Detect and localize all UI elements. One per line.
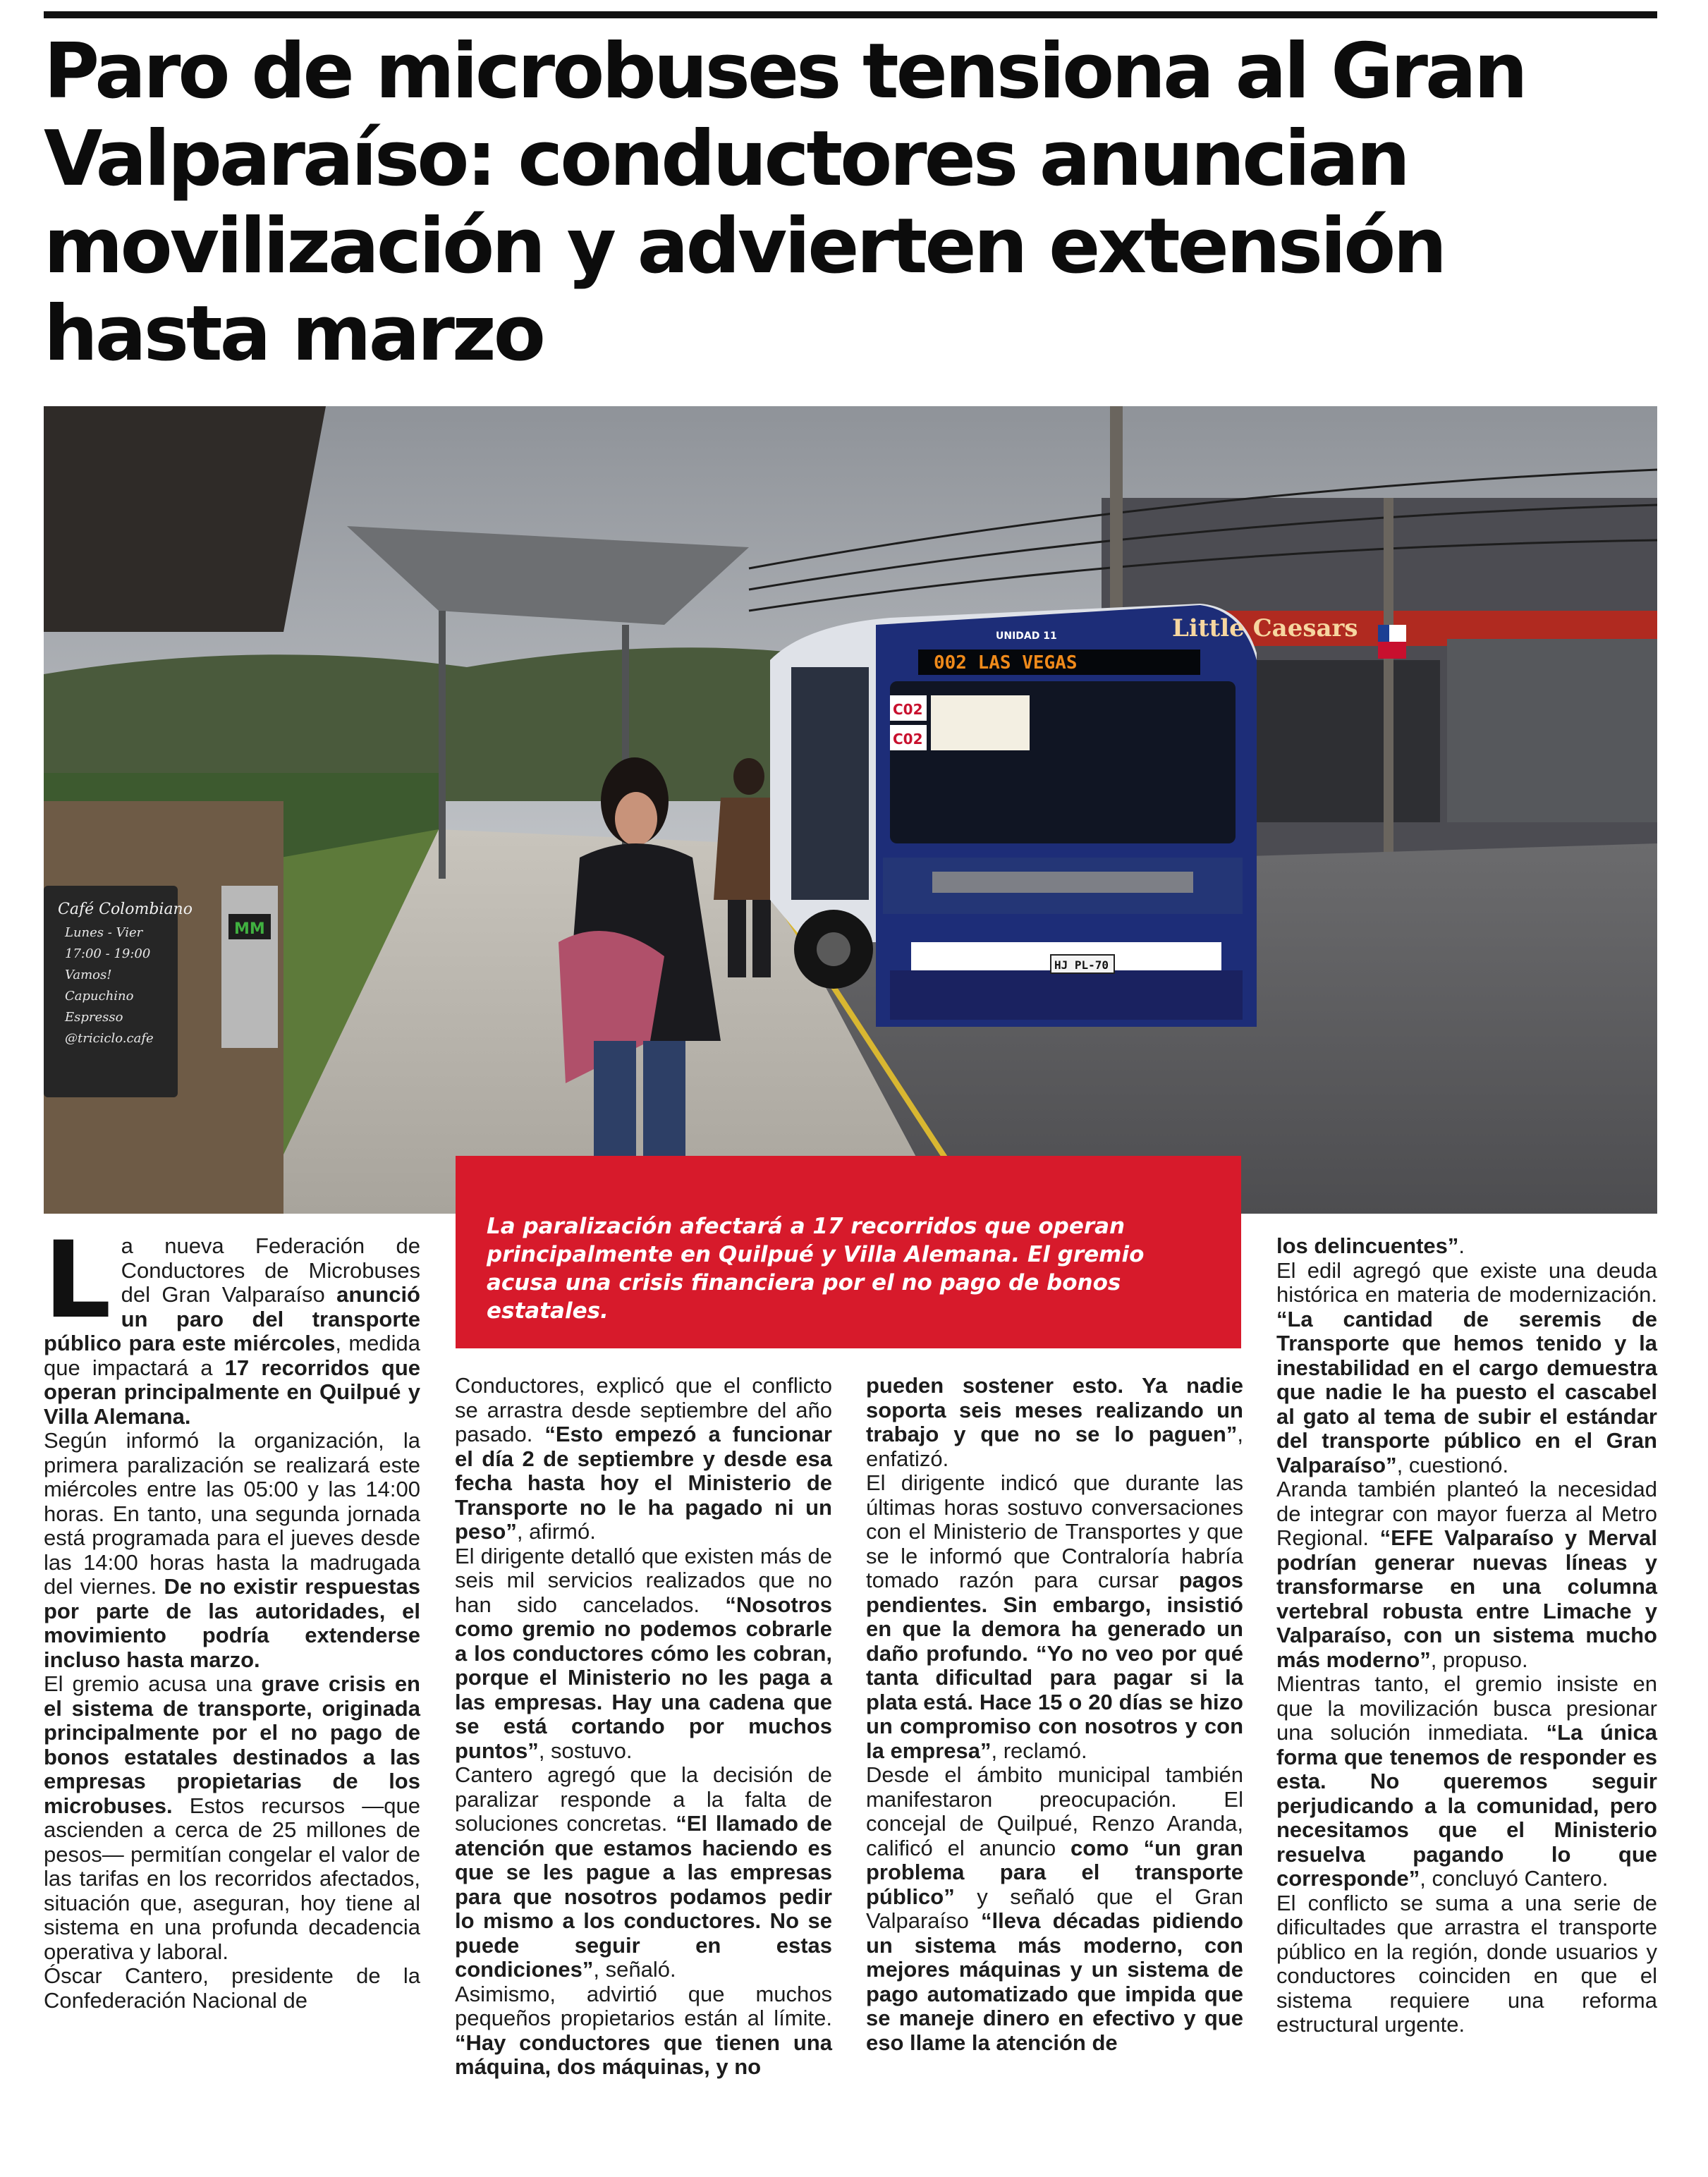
bold-text-run: “EFE Valparaíso y Merval podrían generar nuevas líneas y transformarse en una columna vertebral robusta entre Limache y Valparaíso, con un sistema mucho más moderno” — [1276, 1525, 1658, 1672]
bold-text-run: “lleva décadas pidiendo un sistema más moderno, con mejores máquinas y un sistema de pago automatizado que impida que se maneje dinero en efectivo y que eso llame la atención de — [866, 1908, 1243, 2055]
bus-illustration — [770, 604, 1257, 1027]
cafe-sign-line: @triciclo.cafe — [65, 1031, 154, 1046]
text-run: a nueva Federación de Conductores de Microbuses del Gran Valparaíso — [121, 1233, 420, 1307]
text-run: y señaló que el Gran Valparaíso — [866, 1884, 1243, 1933]
text-run: El dirigente indicó que durante las últimas horas sostuvo conversaciones con el Ministerio de Transportes y que se le informó que Contraloría habría tomado razón para cursar — [866, 1470, 1243, 1592]
paragraph — [1276, 1259, 1657, 1478]
paragraph — [866, 1763, 1243, 2055]
bus-plate: HJ PL-70 — [1054, 958, 1109, 972]
bold-text-run: “La cantidad de seremis de Transporte que hemos tenido y la inestabilidad en el cargo demuestra que nadie le ha puesto el cascabel al gato al tema de subir el estándar del transporte público en el Gran Valparaíso” — [1276, 1306, 1657, 1477]
text-run: , cuestionó. — [1396, 1452, 1509, 1477]
photo-caption-box — [456, 1156, 1241, 1348]
cafe-sign-line: Lunes - Vier — [65, 925, 143, 940]
paragraph — [455, 1763, 832, 1982]
cafe-sign-title: Café Colombiano — [58, 901, 193, 918]
article-column-4 — [1276, 1234, 1657, 2037]
bus-unit-label: UNIDAD 11 — [996, 630, 1057, 642]
text-run: Desde el ámbito municipal también manifestaron preocupación. El concejal de Quilpué, Renzo Aranda, calificó el anuncio — [866, 1762, 1243, 1860]
text-run: , enfatizó. — [866, 1422, 1243, 1471]
paragraph — [455, 1374, 832, 1544]
paragraph — [1276, 1891, 1657, 2037]
bus-route-sign: 002 LAS VEGAS — [934, 652, 1078, 673]
paragraph — [44, 1964, 420, 2013]
bold-text-run: “El llamado de atención que estamos haciendo es que se les pague a las empresas para que nosotros podamos pedir lo mismo a los conductores. No se puede seguir en estas condiciones” — [455, 1811, 832, 1982]
bold-text-run: como “un gran problema para el transporte público” — [866, 1835, 1243, 1909]
bold-text-run: grave crisis en el sistema de transporte, originada principalmente por el no pago de bonos estatales destinados a las empresas propietarias de los microbuses. — [44, 1671, 420, 1818]
paragraph — [44, 1672, 420, 1964]
bold-text-run: anunció un paro del transporte público para este miércoles — [44, 1282, 420, 1355]
text-run: , sostuvo. — [538, 1738, 633, 1763]
text-run: Aranda también planteó la necesidad de integrar con mayor fuerza al Metro Regional. — [1276, 1477, 1657, 1550]
cafe-sign-line: Capuchino — [65, 989, 134, 1004]
top-rule — [44, 11, 1657, 18]
text-run: Cantero agregó que la decisión de paralizar responde a la falta de soluciones concretas. — [455, 1762, 832, 1836]
text-run: , señaló. — [593, 1957, 676, 1982]
bold-text-run: “Nosotros como gremio no podemos cobrarle a los conductores cómo les cobran, porque el Ministerio no les paga a las empresas. Hay una cadena que se está cortando por muchos puntos” — [455, 1592, 832, 1763]
text-run: Óscar Cantero, presidente de la Confederación Nacional de — [44, 1963, 420, 2013]
text-run: Mientras tanto, el gremio insiste en que la movilización busca presionar una solución inmediata. — [1276, 1671, 1657, 1745]
text-run: El dirigente detalló que existen más de seis mil servicios realizados que no han sido cancelados. — [455, 1543, 832, 1617]
bold-text-run: los delincuentes” — [1276, 1233, 1459, 1258]
cafe-sign-line: Vamos! — [65, 968, 112, 982]
grinder-brand: MM — [234, 920, 265, 938]
text-run: El gremio acusa una — [44, 1671, 262, 1696]
route-code-2: C02 — [893, 731, 923, 748]
text-run: , propuso. — [1430, 1647, 1528, 1672]
text-run: Conductores, explicó que el conflicto se arrastra desde septiembre del año pasado. — [455, 1373, 832, 1446]
paragraph — [44, 1429, 420, 1672]
paragraph — [1276, 1234, 1657, 1259]
paragraph — [866, 1374, 1243, 1471]
article-column-2 — [455, 1374, 832, 2080]
bold-text-run: “La única forma que tenemos de responder es esta. No queremos seguir perjudicando a la comunidad, pero necesitamos que el Ministerio resuelva pagando lo que corresponde” — [1276, 1720, 1657, 1891]
store-sign: Little Caesars — [1172, 614, 1358, 642]
photo-caption: La paralización afectará a 17 recorridos que operan principalmente en Quilpué y Villa Alemana. El gremio acusa una crisis financiera por el no pago de bonos estatales. — [487, 1214, 1145, 1324]
paragraph — [455, 1982, 832, 2080]
text-run: Asimismo, advirtió que muchos pequeños propietarios están al límite. — [455, 1981, 832, 2030]
route-code-1: C02 — [893, 701, 923, 718]
text-run: , concluyó Cantero. — [1420, 1866, 1609, 1891]
text-run: Estos recursos —que ascienden a cerca de 25 millones de pesos— permitían congelar el valor de las tarifas en los recorridos afectados, situación que, aseguran, hoy tiene al sistema en una profunda decadencia operativa y laboral. — [44, 1793, 420, 1964]
headline: Paro de microbuses tensiona al Gran Valparaíso: conductores anuncian movilización y advierten extensión hasta marzo — [44, 28, 1525, 378]
bold-text-run: “Hay conductores que tienen una máquina, dos máquinas, y no — [455, 2030, 832, 2079]
bold-text-run: pagos pendientes. Sin embargo, insistió en que la demora ha generado un daño profundo. “Yo no veo por qué tanta dificultad para pagar si la plata está. Hace 15 o 20 días se hizo un compromiso con nosotros y con la empresa” — [866, 1568, 1243, 1763]
bold-text-run: pueden sostener esto. Ya nadie soporta seis meses realizando un trabajo y que no se lo paguen” — [866, 1373, 1243, 1446]
bold-text-run: “Esto empezó a funcionar el día 2 de septiembre y desde esa fecha hasta hoy el Ministerio de Transporte no le ha pagado ni un peso” — [455, 1422, 832, 1544]
text-run: Según informó la organización, la primera paralización se realizará este miércoles entre las 05:00 y las 14:00 horas. En tanto, una segunda jornada está programada para el jueves desde las 14:00 horas hasta la madrugada del viernes. — [44, 1428, 420, 1599]
cafe-sign-line: 17:00 - 19:00 — [65, 946, 151, 961]
article-photo — [44, 406, 1657, 1214]
drop-cap: L — [44, 1219, 111, 1342]
chile-flag-icon — [1378, 625, 1406, 659]
text-run: . — [1458, 1233, 1465, 1258]
text-run: El conflicto se suma a una serie de dificultades que arrastra el transporte público en la región, donde usuarios y conductores coinciden en que el sistema requiere una reforma estructural urgente. — [1276, 1890, 1657, 2037]
text-run: , afirmó. — [516, 1519, 596, 1544]
paragraph — [866, 1471, 1243, 1763]
paragraph — [1276, 1672, 1657, 1891]
article-column-3 — [866, 1374, 1243, 2055]
text-run: , medida que impactará a — [44, 1331, 420, 1380]
bold-text-run: De no existir respuestas por parte de las autoridades, el movimiento podría extenderse incluso hasta marzo. — [44, 1574, 420, 1672]
cafe-sign-line: Espresso — [65, 1010, 123, 1025]
paragraph — [455, 1544, 832, 1764]
bold-text-run: 17 recorridos que operan principalmente en Quilpué y Villa Alemana. — [44, 1355, 420, 1429]
text-run: El edil agregó que existe una deuda histórica en materia de modernización. — [1276, 1257, 1657, 1307]
text-run: , reclamó. — [991, 1738, 1087, 1763]
article-column-1 — [44, 1219, 420, 2013]
paragraph — [1276, 1477, 1657, 1672]
